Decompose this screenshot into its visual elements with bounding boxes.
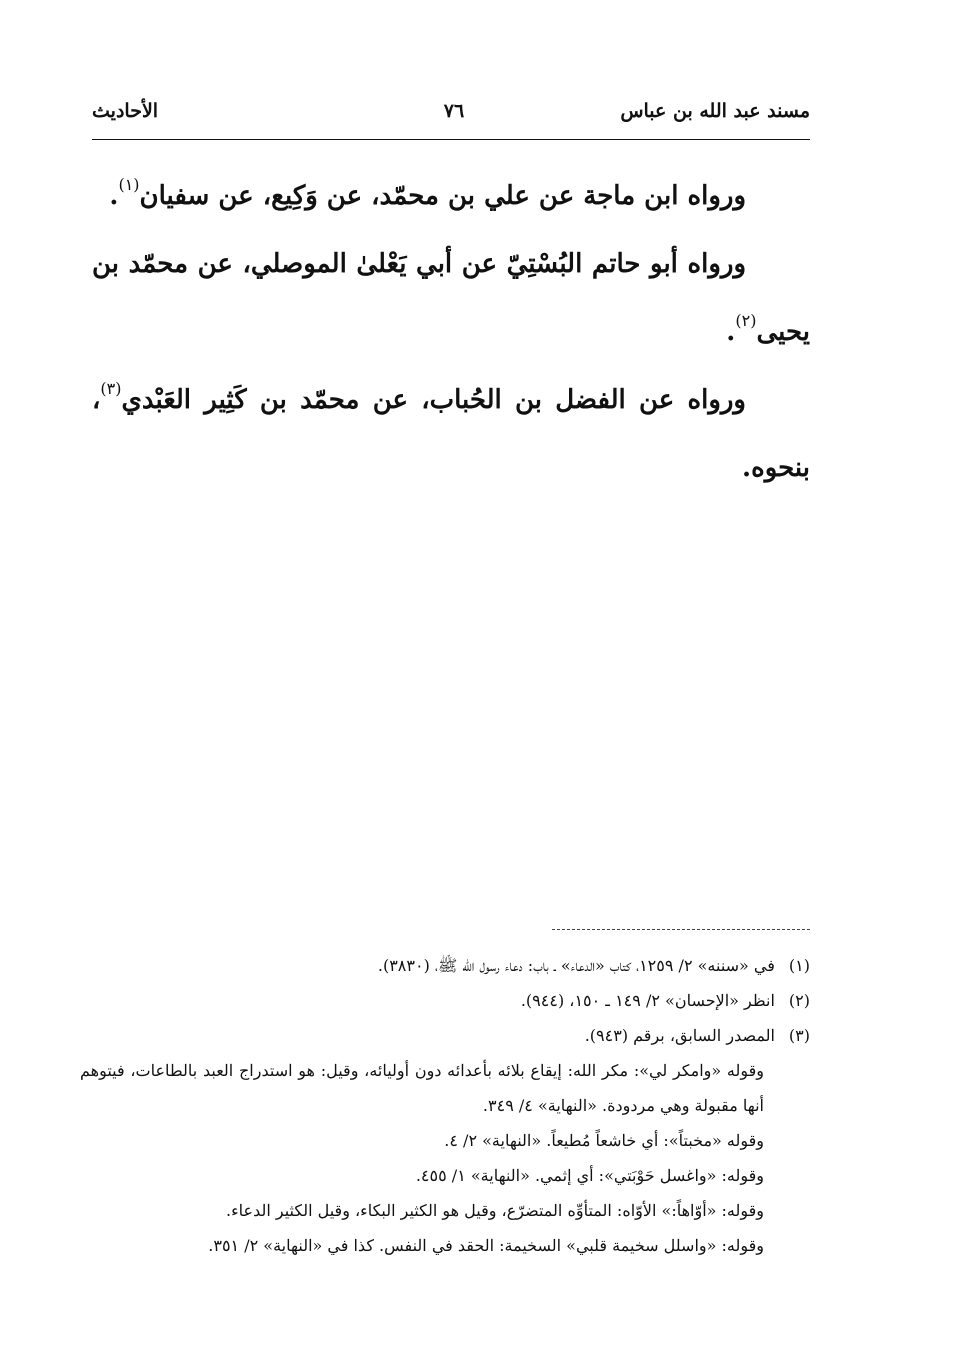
paragraph-3 xyxy=(92,366,810,502)
main-text xyxy=(92,162,810,502)
footnote-note-3: وقوله: «واغسل حَوْبَتي»: أي إثمي. «النهاية» ١/ ٤٥٥. xyxy=(415,1166,764,1185)
page-number: ٧٦ xyxy=(443,100,465,122)
footnote-2 xyxy=(80,983,810,1018)
footnote-ref-2: (٢) xyxy=(735,311,757,330)
footnote-note-5: وقوله: «واسلل سخيمة قلبي» السخيمة: الحقد في النفس. كذا في «النهاية» ٢/ ٣٥١. xyxy=(208,1236,764,1255)
footnote-note-4: وقوله: «أوّاهاً:» الأوّاه: المتأوِّه المتضرّع، وقيل هو الكثير البكاء، وقيل الكثير الدعاء. xyxy=(226,1201,764,1220)
footnote-1-text: في «سننه» ٢/ ١٢٥٩، كتاب «الدعاء» ـ باب: دعاء رسول الله ﷺ، (٣٨٣٠). xyxy=(377,956,775,975)
paragraph-1 xyxy=(92,162,810,230)
footnote-3-number: (٣) xyxy=(788,1026,810,1045)
paragraph-1-end: . xyxy=(109,181,119,211)
section-title: الأحاديث xyxy=(92,100,159,122)
footnote-1-number: (١) xyxy=(788,956,810,975)
footnote-2-text: انظر «الإحسان» ٢/ ١٤٩ ـ ١٥٠، (٩٤٤). xyxy=(520,991,775,1010)
footnote-ref-1: (١) xyxy=(118,175,140,194)
footnotes xyxy=(80,948,810,1263)
footnote-2-number: (٢) xyxy=(788,991,810,1010)
footnote-note-1: وقوله «وامكر لي»: مكر الله: إيقاع بلائه بأعدائه دون أوليائه، وقيل: هو استدراج العبد بالطاعات، فيتوهم أنها مقبولة وهي مردودة. «النهاية» ٤/ ٣٤٩. xyxy=(80,1061,764,1115)
footnote-note-2: وقوله «مخبتاً»: أي خاشعاً مُطيعاً. «النهاية» ٢/ ٤. xyxy=(444,1131,764,1150)
footnote-separator xyxy=(552,929,810,930)
footnote-1 xyxy=(80,948,810,983)
paragraph-2-end: . xyxy=(726,317,736,347)
paragraph-3-text: ورواه عن الفضل بن الحُباب، عن محمّد بن كَثِير العَبْدي xyxy=(121,385,746,415)
footnote-3-text: المصدر السابق، برقم (٩٤٣). xyxy=(584,1026,775,1045)
running-header xyxy=(92,100,810,136)
header-rule xyxy=(92,139,810,140)
paragraph-2-text: ورواه أبو حاتم البُسْتِيّ عن أبي يَعْلىٰ الموصلي، عن محمّد بن يحيى xyxy=(92,249,810,347)
book-title: مسند عبد الله بن عباس xyxy=(620,100,810,122)
paragraph-1-text: ورواه ابن ماجة عن علي بن محمّد، عن وَكِيع، عن سفيان xyxy=(139,181,746,211)
footnote-ref-3: (٣) xyxy=(100,379,122,398)
paragraph-3-end: ، بنحوه. xyxy=(92,385,810,483)
paragraph-2 xyxy=(92,230,810,366)
footnote-3 xyxy=(80,1018,810,1053)
